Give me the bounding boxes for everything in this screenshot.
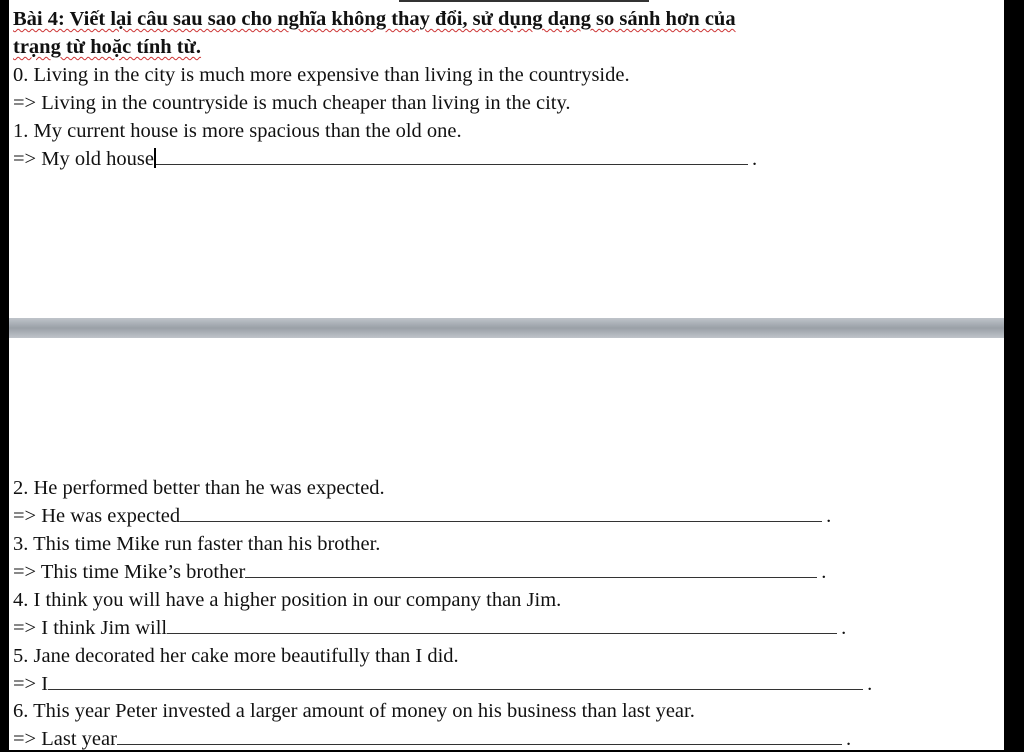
question-6: 6. This year Peter invested a larger amount of money on his business than last year.	[13, 700, 695, 722]
exercise-heading-line2: trạng từ hoặc tính từ.	[13, 36, 202, 58]
answer-prompt-2: => He was expected	[13, 505, 181, 527]
answer-line-6[interactable]	[13, 726, 851, 752]
answer-end-6: .	[845, 728, 852, 750]
question-5: 5. Jane decorated her cake more beautifully than I did.	[13, 645, 459, 667]
page-gap	[9, 318, 1004, 338]
answer-prompt-4: => I think Jim will	[13, 617, 168, 639]
answer-line-2[interactable]	[13, 503, 831, 529]
answer-end-2: .	[826, 505, 832, 527]
answer-end-5: .	[867, 673, 873, 695]
answer-prompt-3: => This time Mike’s brother	[13, 561, 246, 583]
top-rule	[399, 0, 649, 2]
answer-line-1[interactable]	[13, 146, 757, 172]
answer-prompt-6: => Last year	[13, 728, 117, 750]
example-answer: => Living in the countryside is much cheaper than living in the city.	[13, 92, 571, 114]
answer-line-3[interactable]	[13, 559, 826, 585]
exercise-heading-line1: Bài 4: Viết lại câu sau sao cho nghĩa không thay đổi, sử dụng dạng so sánh hơn của	[13, 8, 736, 30]
answer-line-5[interactable]	[13, 671, 872, 697]
answer-end-3: .	[821, 561, 827, 583]
answer-blank-3[interactable]	[245, 559, 817, 578]
answer-blank-5[interactable]	[48, 671, 863, 690]
answer-blank-4[interactable]	[167, 615, 837, 634]
question-3: 3. This time Mike run faster than his brother.	[13, 533, 381, 555]
document-page-top	[9, 0, 1004, 318]
answer-blank-6[interactable]	[117, 726, 842, 745]
question-4: 4. I think you will have a higher position in our company than Jim.	[13, 589, 562, 611]
question-1: 1. My current house is more spacious than the old one.	[13, 120, 462, 142]
example-question: 0. Living in the city is much more expensive than living in the countryside.	[13, 64, 630, 86]
answer-blank-2[interactable]	[180, 503, 822, 522]
question-2: 2. He performed better than he was expected.	[13, 477, 385, 499]
answer-end-4: .	[841, 617, 847, 639]
answer-prompt-5: => I	[13, 673, 49, 695]
answer-blank-1[interactable]	[156, 146, 748, 165]
answer-end-1: .	[752, 148, 758, 170]
document-page-bottom	[9, 338, 1004, 750]
answer-prompt-1: => My old house	[13, 148, 154, 170]
answer-line-4[interactable]	[13, 615, 846, 641]
